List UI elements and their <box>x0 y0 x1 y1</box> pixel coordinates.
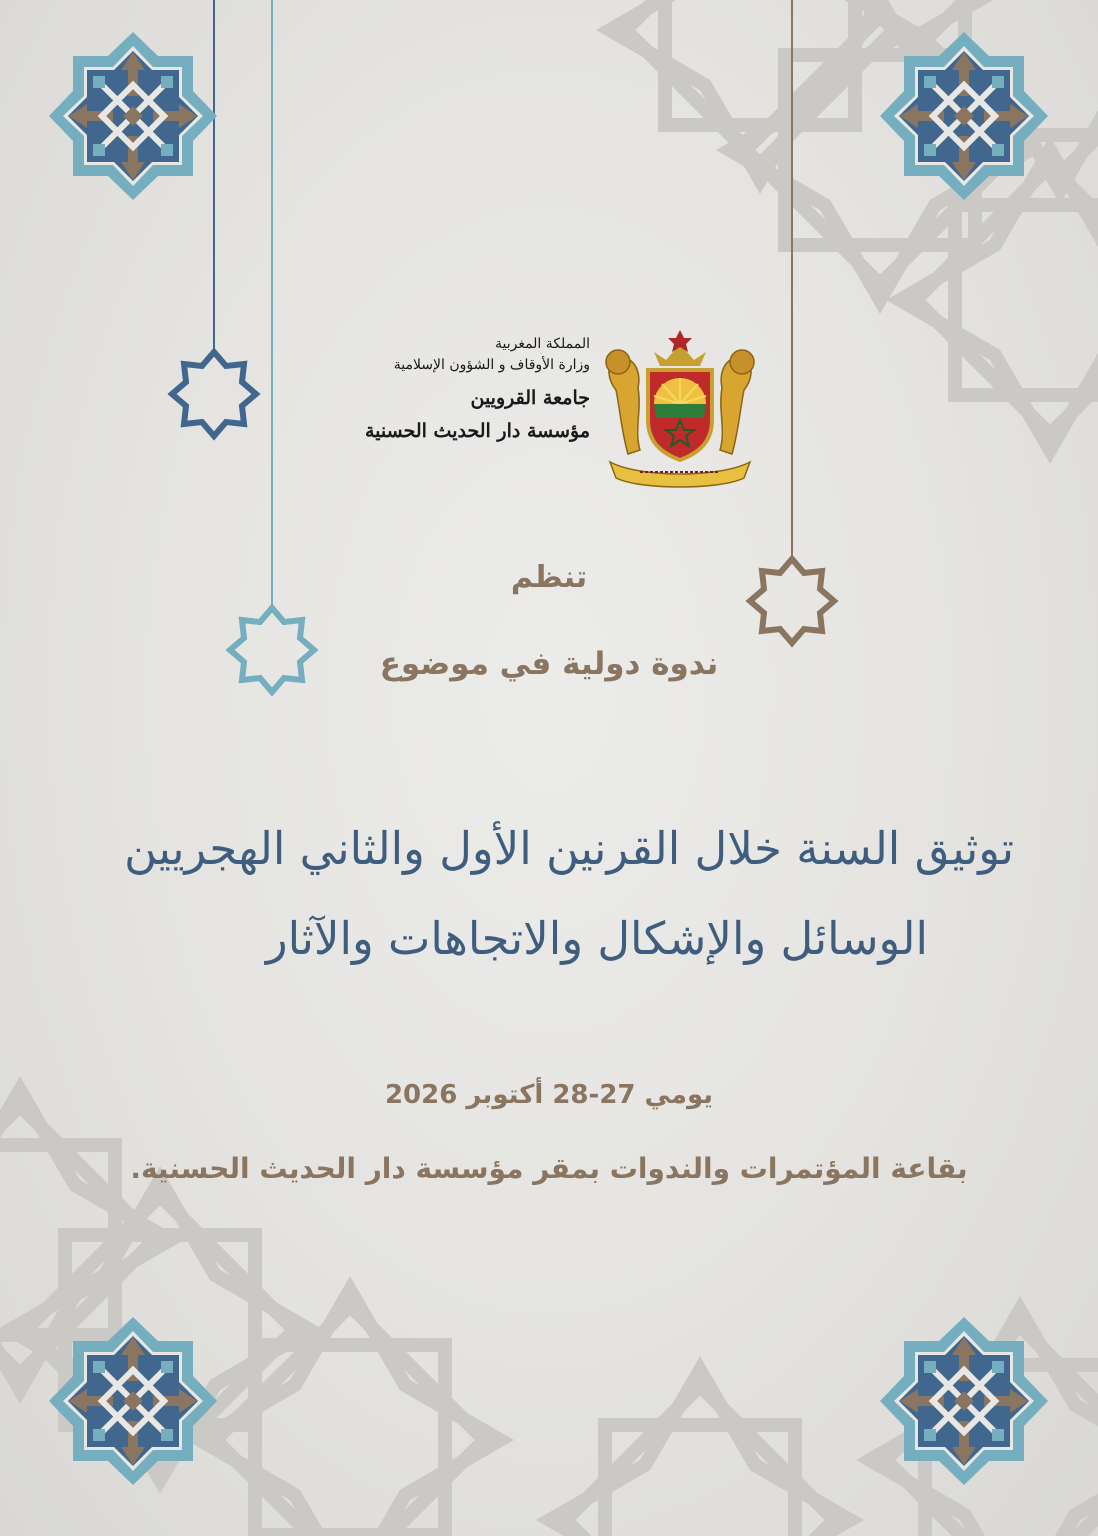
event-title-line1: توثيق السنة خلال القرنين الأول والثاني الهجريين <box>124 822 1014 875</box>
university-name: جامعة القرويين <box>470 387 590 409</box>
ministry-name: وزارة الأوقاف و الشؤون الإسلامية <box>393 357 590 373</box>
institution-header <box>290 334 590 446</box>
event-venue: بقاعة المؤتمرات والندوات بمقر مؤسسة دار الحديث الحسنية. <box>130 1152 968 1185</box>
kingdom-name: المملكة المغربية <box>494 336 590 352</box>
organizes-label: تنظم <box>510 560 588 595</box>
event-intro: ندوة دولية في موضوع <box>379 646 719 682</box>
event-title-line2: الوسائل والإشكال والاتجاهات والآثار <box>265 912 928 965</box>
institution-name: مؤسسة دار الحديث الحسنية <box>365 420 590 442</box>
event-date: يومي 27-28 أكتوبر 2026 <box>384 1080 714 1110</box>
